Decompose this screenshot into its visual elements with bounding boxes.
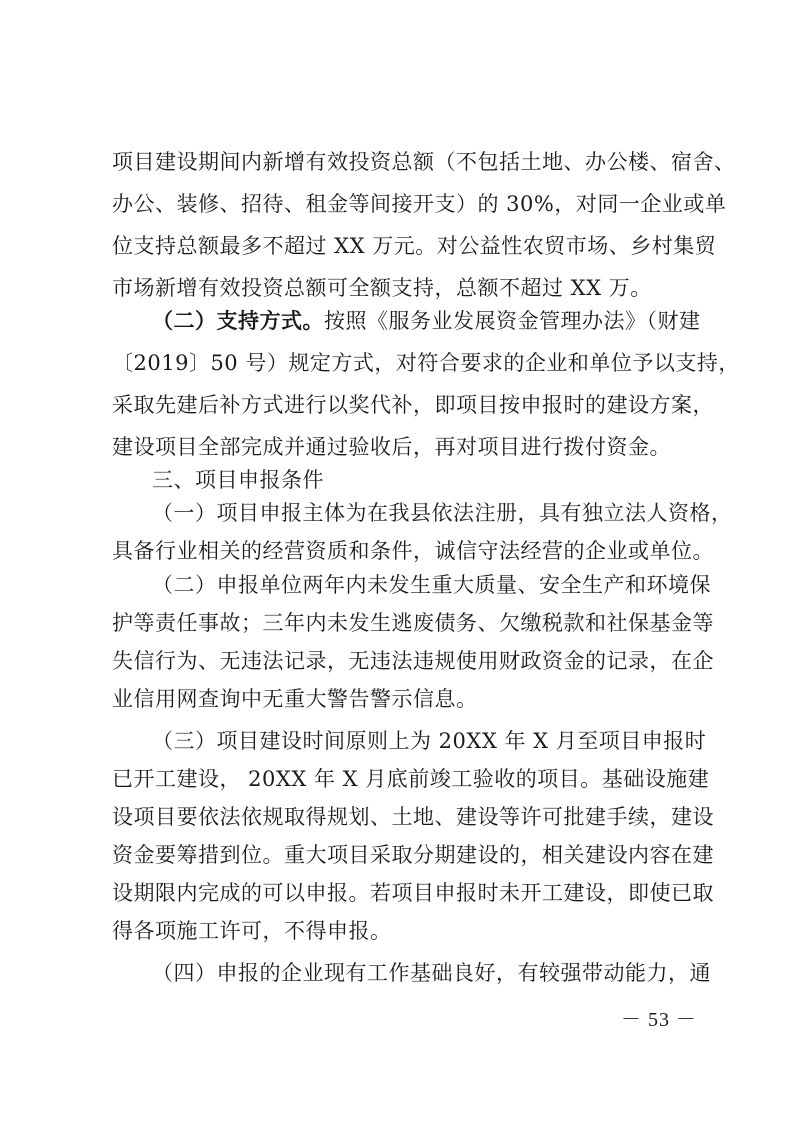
text-line-20: 设期限内完成的可以申报。若项目申报时未开工建设，即使已取 bbox=[112, 881, 714, 905]
text-line-7: 采取先建后补方式进行以奖代补，即项目按申报时的建设方案， bbox=[112, 393, 714, 417]
text-line-4: 市场新增有效投资总额可全额支持，总额不超过 XX 万。 bbox=[112, 276, 652, 300]
text-line-18: 设项目要依法依规取得规划、土地、建设等许可批建手续，建设 bbox=[112, 805, 714, 829]
page-number: － 53 － bbox=[621, 1009, 697, 1031]
text-line-5 bbox=[152, 300, 793, 342]
text-line-2: 办公、装修、招待、租金等间接开支）的 30%，对同一企业或单 bbox=[112, 192, 727, 216]
text-line-17: 已开工建设， 20XX 年 X 月底前竣工验收的项目。基础设施建 bbox=[112, 767, 710, 791]
text-line-12: （二）申报单位两年内未发生重大质量、安全生产和环境保 bbox=[152, 573, 711, 597]
text-line-16: （三）项目建设时间原则上为 20XX 年 X 月至项目申报时 bbox=[152, 729, 707, 753]
text-line-3: 位支持总额最多不超过 XX 万元。对公益性农贸市场、乡村集贸 bbox=[112, 234, 717, 258]
text-line-13: 护等责任事故；三年内未发生逃废债务、欠缴税款和社保基金等 bbox=[112, 611, 714, 635]
text-line-15: 业信用网查询中无重大警告警示信息。 bbox=[112, 687, 478, 711]
text-line-14: 失信行为、无违法记录，无违法违规使用财政资金的记录，在企 bbox=[112, 649, 714, 673]
text-line-11: 具备行业相关的经营资质和条件，诚信守法经营的企业或单位。 bbox=[112, 539, 714, 563]
text-line-6: 〔2019〕50 号）规定方式，对符合要求的企业和单位予以支持， bbox=[112, 351, 740, 375]
section-heading-rest: 按照《服务业发展资金管理办法》（财建 bbox=[324, 309, 701, 333]
text-line-21: 得各项施工许可，不得申报。 bbox=[112, 919, 392, 943]
text-line-19: 资金要筹措到位。重大项目采取分期建设的，相关建设内容在建 bbox=[112, 843, 714, 867]
text-line-22: （四）申报的企业现有工作基础良好，有较强带动能力，通 bbox=[152, 961, 711, 985]
text-line-8: 建设项目全部完成并通过验收后，再对项目进行拨付资金。 bbox=[112, 435, 671, 459]
text-line-10: （一）项目申报主体为在我县依法注册，具有独立法人资格， bbox=[152, 501, 733, 525]
section-heading-support-method: （二）支持方式。 bbox=[152, 308, 324, 333]
section-title-application-conditions: 三、项目申报条件 bbox=[152, 468, 324, 492]
text-line-1: 项目建设期间内新增有效投资总额（不包括土地、办公楼、宿舍、 bbox=[112, 150, 736, 174]
